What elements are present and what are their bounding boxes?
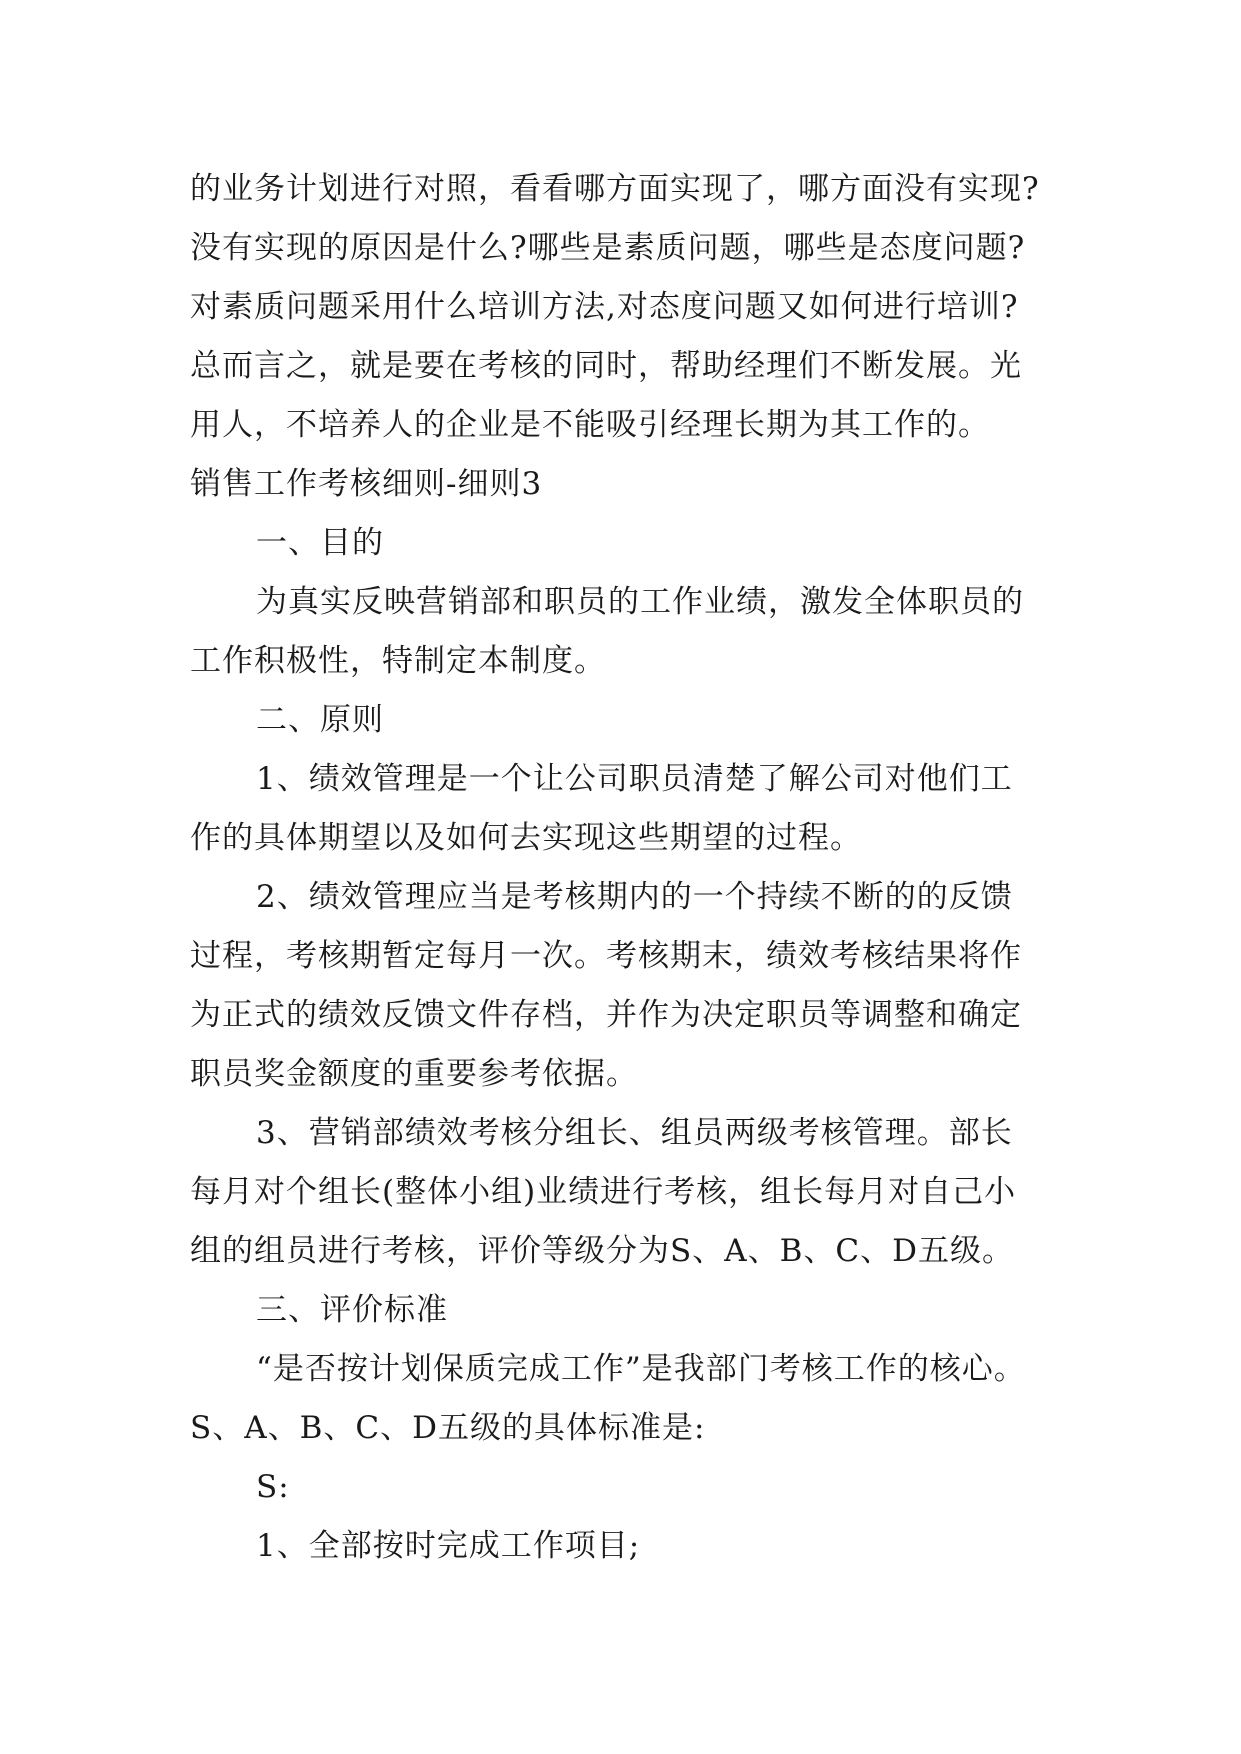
section-title: 销售工作考核细则-细则3	[190, 466, 543, 502]
body-text-line: 工作积极性，特制定本制度。	[190, 643, 606, 679]
body-text-line: 1、绩效管理是一个让公司职员清楚了解公司对他们工	[256, 761, 1013, 797]
list-item: 1、全部按时完成工作项目;	[256, 1528, 641, 1564]
body-text-line: 作的具体期望以及如何去实现这些期望的过程。	[190, 820, 862, 856]
grade-label: S:	[256, 1469, 290, 1505]
heading-purpose: 一、目的	[256, 525, 384, 561]
body-text-line: S、A、B、C、D五级的具体标准是:	[190, 1410, 706, 1446]
body-text-line: 3、营销部绩效考核分组长、组员两级考核管理。部长	[256, 1115, 1013, 1151]
body-text-line: 为真实反映营销部和职员的工作业绩，激发全体职员的	[256, 584, 1024, 620]
body-text-line: 对素质问题采用什么培训方法,对态度问题又如何进行培训?	[190, 289, 1019, 325]
body-text-line: 用人，不培养人的企业是不能吸引经理长期为其工作的。	[190, 407, 990, 443]
body-text-line: 组的组员进行考核，评价等级分为S、A、B、C、D五级。	[190, 1233, 1014, 1269]
body-text-line: 总而言之，就是要在考核的同时，帮助经理们不断发展。光	[190, 348, 1022, 384]
body-text-line: “是否按计划保质完成工作”是我部门考核工作的核心。	[256, 1351, 1026, 1387]
body-text-line: 职员奖金额度的重要参考依据。	[190, 1056, 638, 1092]
body-text-line: 2、绩效管理应当是考核期内的一个持续不断的的反馈	[256, 879, 1013, 915]
body-text-line: 为正式的绩效反馈文件存档，并作为决定职员等调整和确定	[190, 997, 1022, 1033]
heading-principles: 二、原则	[256, 702, 384, 738]
body-text-line: 过程，考核期暂定每月一次。考核期末，绩效考核结果将作	[190, 938, 1022, 974]
body-text-line: 没有实现的原因是什么?哪些是素质问题，哪些是态度问题?	[190, 230, 1026, 266]
body-text-line: 的业务计划进行对照，看看哪方面实现了，哪方面没有实现?	[190, 171, 1040, 207]
heading-criteria: 三、评价标准	[256, 1292, 448, 1328]
document-body	[190, 160, 1070, 1576]
body-text-line: 每月对个组长(整体小组)业绩进行考核，组长每月对自己小	[190, 1174, 1017, 1210]
